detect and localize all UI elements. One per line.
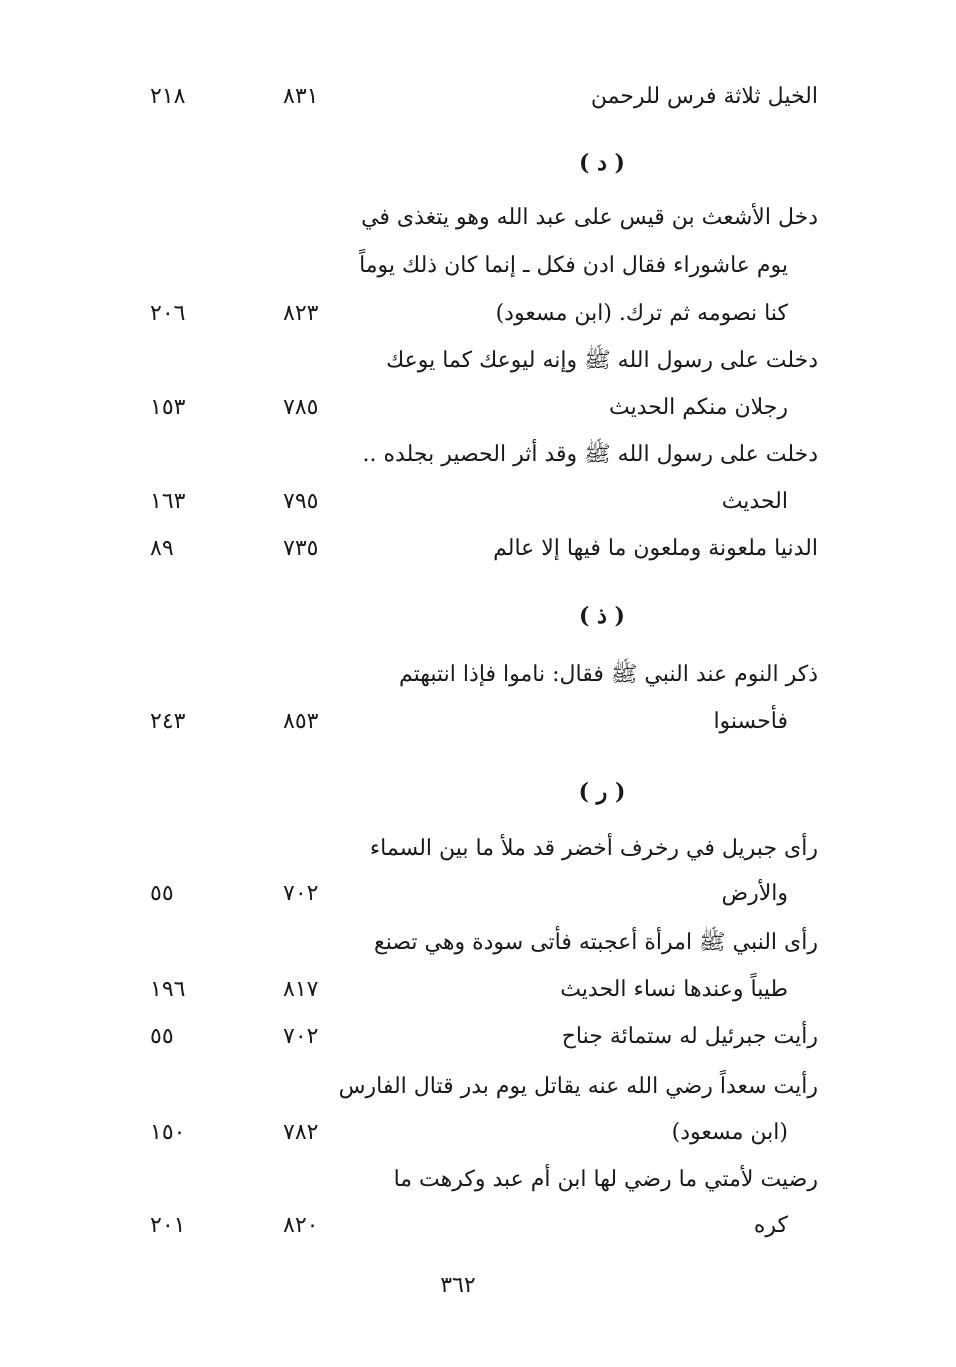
index-entry-line <box>0 243 956 289</box>
entry-text: فأحسنوا <box>713 709 788 734</box>
page-reference: ١٦٣ <box>150 489 186 514</box>
entry-text: يوم عاشوراء فقال ادن فكل ـ إنما كان ذلك يوماً <box>359 253 788 278</box>
hadith-number: ٧٠٢ <box>283 881 319 906</box>
entry-text: رأيت سعداً رضي الله عنه يقاتل يوم بدر قتال الفارس <box>338 1074 818 1099</box>
entry-text: رأى جبريل في رخرف أخضر قد ملأ ما بين السماء <box>369 836 818 861</box>
page-reference: ٢٠٦ <box>150 301 186 326</box>
entry-text: رجلان منكم الحديث <box>609 395 788 420</box>
hadith-number: ٨٣١ <box>283 84 319 109</box>
index-entry-line <box>0 338 956 384</box>
entry-text: رضيت لأمتي ما رضي لها ابن أم عبد وكرهت ما <box>393 1167 818 1192</box>
page-reference: ٢٤٣ <box>150 709 186 734</box>
index-entry <box>0 291 956 337</box>
entry-text: طيباً وعندها نساء الحديث <box>560 977 788 1002</box>
entry-text: دخل الأشعث بن قيس على عبد الله وهو يتغذى في <box>361 205 818 230</box>
index-entry <box>0 699 956 745</box>
index-entry <box>0 526 956 572</box>
hadith-number: ٧٨٢ <box>283 1120 319 1145</box>
hadith-number: ٨١٧ <box>283 977 319 1002</box>
index-entry-line <box>0 920 956 966</box>
page-reference: ٨٩ <box>150 536 174 561</box>
page-reference: ١٥٠ <box>150 1120 186 1145</box>
entry-text: رأيت جبرئيل له ستمائة جناح <box>561 1024 818 1049</box>
page-reference: ٢٠١ <box>150 1213 186 1238</box>
index-entry-line <box>0 826 956 872</box>
entry-text: (ابن مسعود) <box>671 1120 788 1145</box>
page-reference: ١٥٣ <box>150 395 186 420</box>
index-entry-line <box>0 1064 956 1110</box>
hadith-number: ٨٥٣ <box>283 709 319 734</box>
hadith-number: ٧٠٢ <box>283 1024 319 1049</box>
section-heading-dal: ( د ) <box>579 150 625 176</box>
entry-text: كره <box>753 1213 788 1238</box>
index-entry-line <box>0 1157 956 1203</box>
index-entry <box>0 385 956 431</box>
hadith-number: ٨٢٣ <box>283 301 319 326</box>
page-reference: ٥٥ <box>150 881 174 906</box>
entry-text: والأرض <box>721 881 788 906</box>
section-heading-ra: ( ر ) <box>578 779 626 805</box>
index-entry <box>0 967 956 1013</box>
hadith-number: ٨٢٠ <box>283 1213 319 1238</box>
index-entry-line <box>0 432 956 478</box>
page-reference: ٢١٨ <box>150 84 186 109</box>
index-entry <box>0 1014 956 1060</box>
entry-text: الخيل ثلاثة فرس للرحمن <box>590 84 818 109</box>
hadith-number: ٧٣٥ <box>283 536 319 561</box>
entry-text: الحديث <box>721 489 788 514</box>
page-reference: ٥٥ <box>150 1024 174 1049</box>
entry-text: دخلت على رسول الله ﷺ وقد أثر الحصير بجلده .. <box>362 442 818 467</box>
entry-text: ذكر النوم عند النبي ﷺ فقال: ناموا فإذا انتبهتم <box>398 662 818 687</box>
index-entry <box>0 1203 956 1249</box>
page-reference: ١٩٦ <box>150 977 186 1002</box>
hadith-number: ٧٨٥ <box>283 395 319 420</box>
entry-text: كنا نصومه ثم ترك. (ابن مسعود) <box>495 301 788 326</box>
index-entry-line <box>0 195 956 241</box>
index-entry <box>0 74 956 120</box>
entry-text: دخلت على رسول الله ﷺ وإنه ليوعك كما يوعك <box>386 348 818 373</box>
index-entry <box>0 871 956 917</box>
index-entry <box>0 1110 956 1156</box>
entry-text: رأى النبي ﷺ امرأة أعجبته فأتى سودة وهي تصنع <box>373 930 818 955</box>
hadith-number: ٧٩٥ <box>283 489 319 514</box>
index-entry-line <box>0 652 956 698</box>
index-entry <box>0 479 956 525</box>
entry-text: الدنيا ملعونة وملعون ما فيها إلا عالم <box>493 536 818 561</box>
page-number: ٣٦٢ <box>440 1273 476 1298</box>
section-heading-dhal: ( ذ ) <box>579 603 625 629</box>
